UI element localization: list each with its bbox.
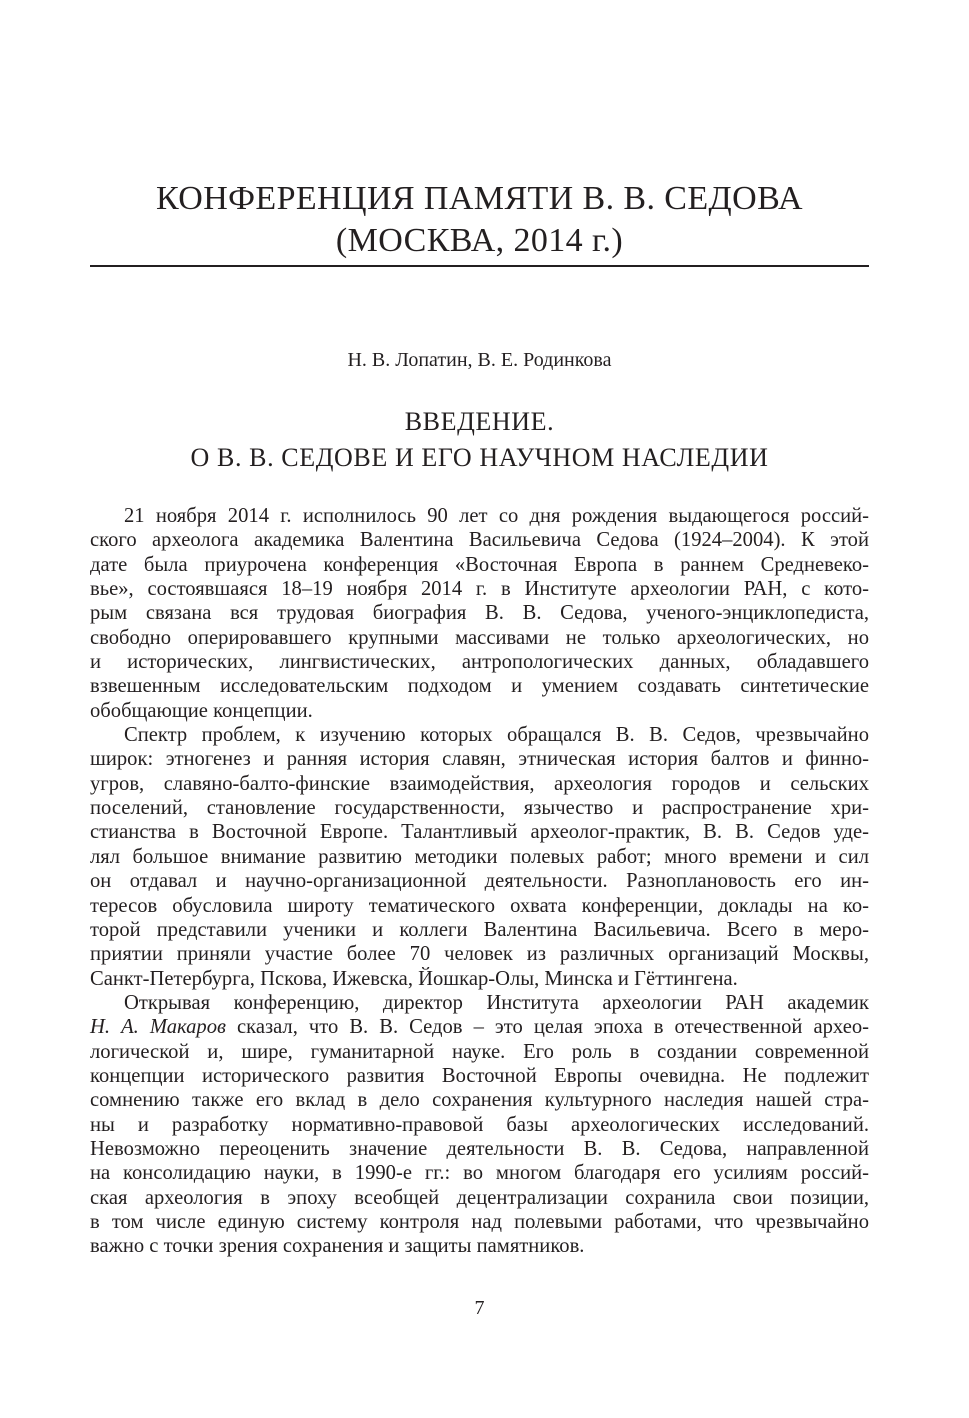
paragraph-3: [90, 991, 869, 1259]
text-line-rest: сказал, что В. В. Седов – это целая эпоха в отечественной архео-: [225, 1016, 870, 1039]
section-heading-line-1: ВВЕДЕНИЕ.: [404, 407, 555, 436]
paragraph-2: [90, 723, 869, 991]
body-text: [90, 504, 869, 1259]
text-line: свободно оперировавшего крупными массивами не только археологических, но: [90, 626, 869, 649]
text-line: поселений, становление государственности, язычество и распространение хри-: [90, 797, 869, 820]
text-line: лял большое внимание развитию методики полевых работ; много времени и сил: [90, 845, 869, 868]
section-heading-line-2: О В. В. СЕДОВЕ И ЕГО НАУЧНОМ НАСЛЕДИИ: [190, 443, 769, 472]
text-line: Санкт-Петербурга, Пскова, Ижевска, Йошкар-Олы, Минска и Гёттингена.: [90, 967, 738, 990]
text-line: он отдавал и научно-организационной деятельности. Разноплановость его ин-: [90, 870, 869, 893]
text-line: ны и разработку нормативно-правовой базы археологических исследований.: [90, 1113, 869, 1136]
text-line: и исторических, лингвистических, антропологических данных, обладавшего: [90, 651, 869, 674]
text-line: на консолидацию науки, в 1990-е гг.: во многом благодаря его усилиям россий-: [90, 1162, 869, 1185]
text-line: [90, 1015, 869, 1039]
authors: Н. В. Лопатин, В. Е. Родинкова: [347, 349, 612, 371]
article-title-line-2: (МОСКВА, 2014 г.): [335, 222, 624, 259]
text-line: приятии приняли участие более 70 человек из различных организаций Москвы,: [90, 943, 869, 966]
paragraph-1: [90, 504, 869, 723]
text-line: 21 ноября 2014 г. исполнилось 90 лет со дня рождения выдающегося россий-: [124, 505, 869, 527]
text-line: концепции исторического развития Восточной Европы очевидна. Не подлежит: [90, 1064, 869, 1087]
text-line: широк: этногенез и ранняя история славян, этническая история балтов и финно-: [90, 748, 869, 771]
page-number: 7: [474, 1297, 485, 1319]
text-line: Открывая конференцию, директор Института археологии РАН академик: [124, 991, 869, 1014]
text-line: ского археолога академика Валентина Васильевича Седова (1924–2004). К этой: [90, 529, 869, 552]
text-line: дате была приурочена конференция «Восточная Европа в раннем Средневеко-: [90, 553, 869, 576]
text-line: стианства в Восточной Европе. Талантливый археолог-практик, В. В. Седов уде-: [90, 821, 869, 844]
text-line: вье», состоявшаяся 18–19 ноября 2014 г. в Институте археологии РАН, с кото-: [90, 578, 869, 601]
text-line: угров, славяно-балто-финские взаимодействия, археология городов и сельских: [90, 772, 869, 795]
text-line: рым связана вся трудовая биография В. В. Седова, ученого-энциклопедиста,: [90, 602, 869, 625]
person-name-italic: Н. А. Макаров: [90, 1016, 226, 1039]
text-line: в том числе единую систему контроля над полевыми работами, что чрезвычайно: [90, 1210, 869, 1233]
article-title: [90, 178, 869, 262]
text-line: обобщающие концепции.: [90, 699, 313, 722]
text-line: важно с точки зрения сохранения и защиты памятников.: [90, 1235, 585, 1258]
title-divider: [90, 265, 869, 267]
text-line: ская археология в эпоху всеобщей децентрализации сохранила свои позиции,: [90, 1186, 869, 1209]
text-line: Спектр проблем, к изучению которых обращался В. В. Седов, чрезвычайно: [124, 724, 869, 747]
text-line: взвешенным исследовательским подходом и умением создавать синтетические: [90, 675, 869, 698]
text-line: Невозможно переоценить значение деятельности В. В. Седова, направленной: [90, 1137, 869, 1160]
text-line: сомнению также его вклад в дело сохранения культурного наследия нашей стра-: [90, 1089, 869, 1112]
text-line: торой представили ученики и коллеги Валентина Васильевича. Всего в меро-: [90, 918, 869, 941]
article-title-line-1: КОНФЕРЕНЦИЯ ПАМЯТИ В. В. СЕДОВА: [156, 180, 803, 217]
section-heading: [90, 404, 869, 476]
text-line: логической и, шире, гуманитарной науке. Его роль в создании современной: [90, 1040, 869, 1063]
text-line: тересов обусловила широту тематического охвата конференции, доклады на ко-: [90, 894, 869, 917]
